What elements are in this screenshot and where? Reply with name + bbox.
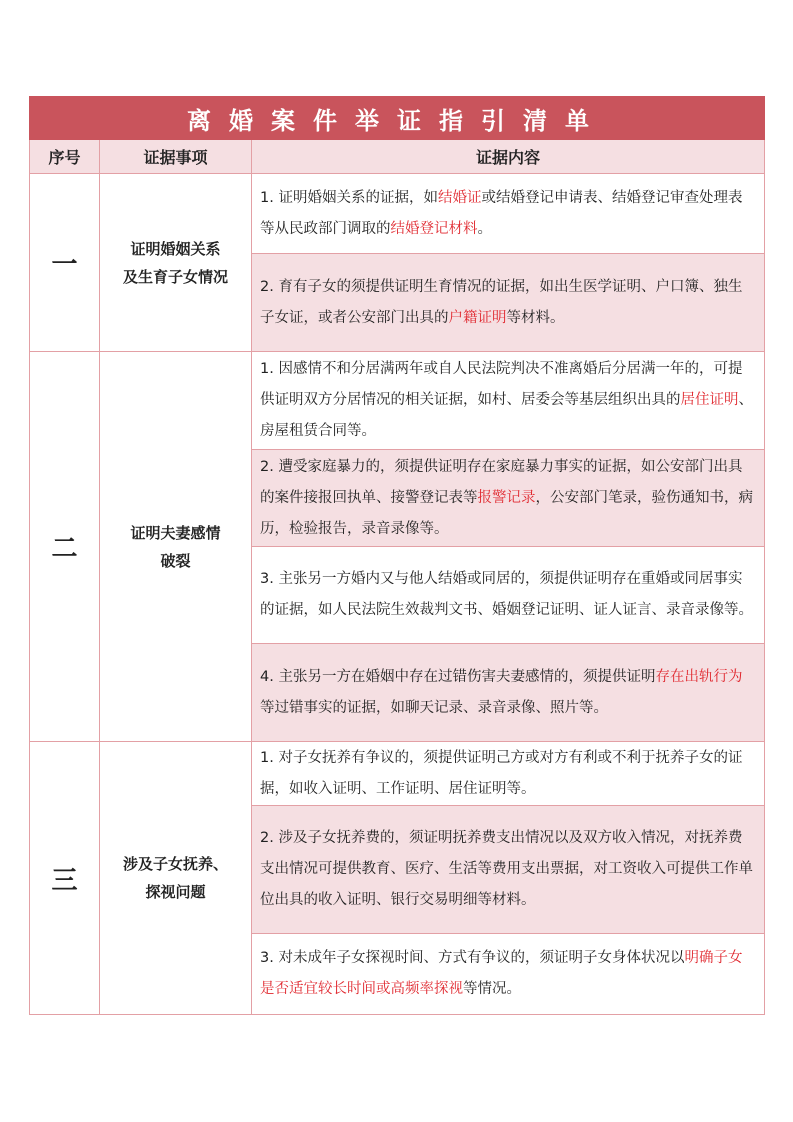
- item-text: 2. 育有子女的须提供证明生育情况的证据，如出生医学证明、户口簿、独生子女证，或者公安部门出具的: [260, 278, 743, 326]
- section-3: [29, 742, 765, 1015]
- item-text: 2. 涉及子女抚养费的，须证明抚养费支出情况以及双方收入情况，对抚养费支出情况可提供教育、医疗、生活等费用支出票据，对工资收入可提供工作单位出具的收入证明、银行交易明细等材料。: [260, 830, 753, 908]
- item-highlight: 报警记录: [477, 489, 536, 506]
- item-text: 等材料。: [506, 309, 565, 326]
- table-title: 离婚案件举证指引清单: [29, 96, 765, 140]
- item-text: 3. 对未成年子女探视时间、方式有争议的，须证明子女身体状况以: [260, 950, 685, 966]
- evidence-checklist-table: [29, 96, 765, 1015]
- section-number: 二: [30, 352, 100, 741]
- item-text: 、房屋租赁合同等。: [260, 392, 753, 439]
- header-evidence-content: 证据内容: [475, 148, 540, 167]
- section-number: 一: [30, 174, 100, 351]
- item-text: 等情况。: [463, 981, 521, 997]
- section-2: [29, 352, 765, 742]
- item-text: 2. 遭受家庭暴力的，须提供证明存在家庭暴力事实的证据，如公安部门出具的案件接报回执单、接警登记表等: [260, 458, 743, 506]
- item-text: 。: [477, 220, 492, 237]
- section-number: 三: [30, 742, 100, 1014]
- table-header-row: [29, 140, 765, 174]
- topic-line: 破裂: [160, 551, 191, 570]
- item-text: 等过错事实的证据，如聊天记录、录音录像、照片等。: [260, 699, 608, 716]
- item-highlight: 明确子女是否适宜较长时间或高频率探视: [260, 950, 743, 997]
- topic-line: 证明夫妻感情: [130, 523, 221, 542]
- evidence-item: [252, 547, 764, 644]
- header-evidence-matter: 证据事项: [100, 140, 252, 173]
- evidence-item: [252, 352, 764, 450]
- item-highlight: 居住证明: [680, 392, 739, 408]
- item-text: 1. 因感情不和分居满两年或自人民法院判决不准离婚后分居满一年的，可提供证明双方分居情况的相关证据，如村、居委会等基层组织出具的: [260, 361, 743, 408]
- item-text: 3. 主张另一方婚内又与他人结婚或同居的，须提供证明存在重婚或同居事实的证据，如人民法院生效裁判文书、婚姻登记证明、证人证言、录音录像等。: [260, 571, 753, 618]
- evidence-item: [252, 934, 764, 1014]
- section-topic: [100, 352, 252, 741]
- item-text: 或结婚登记申请表、结婚登记审查处理表等从民政部门调取的: [260, 189, 743, 237]
- item-highlight: 户籍证明: [448, 309, 507, 326]
- evidence-item: [252, 254, 764, 351]
- section-topic: [100, 174, 252, 351]
- section-1: [29, 174, 765, 352]
- evidence-item: [252, 742, 764, 806]
- item-highlight: 结婚登记材料: [390, 220, 478, 237]
- topic-line: 证明婚姻关系: [130, 239, 221, 258]
- topic-line: 探视问题: [145, 883, 206, 901]
- evidence-item: [252, 174, 764, 254]
- evidence-item: [252, 450, 764, 547]
- item-highlight: 结婚证: [437, 189, 482, 206]
- topic-line: 及生育子女情况: [122, 267, 228, 286]
- item-highlight: 存在出轨行为: [655, 668, 743, 685]
- item-text: 4. 主张另一方在婚姻中存在过错伤害夫妻感情的，须提供证明: [260, 668, 656, 685]
- evidence-item: [252, 806, 764, 934]
- section-topic: [100, 742, 252, 1014]
- evidence-item: [252, 644, 764, 741]
- item-text: 1. 对子女抚养有争议的，须提供证明己方或对方有利或不利于抚养子女的证据，如收入证明、工作证明、居住证明等。: [260, 749, 743, 797]
- header-serial: 序号: [30, 140, 100, 173]
- item-text: 1. 证明婚姻关系的证据，如: [260, 189, 438, 206]
- item-text: ，公安部门笔录，验伤通知书，病历，检验报告，录音录像等。: [260, 489, 753, 537]
- topic-line: 涉及子女抚养、: [122, 855, 228, 873]
